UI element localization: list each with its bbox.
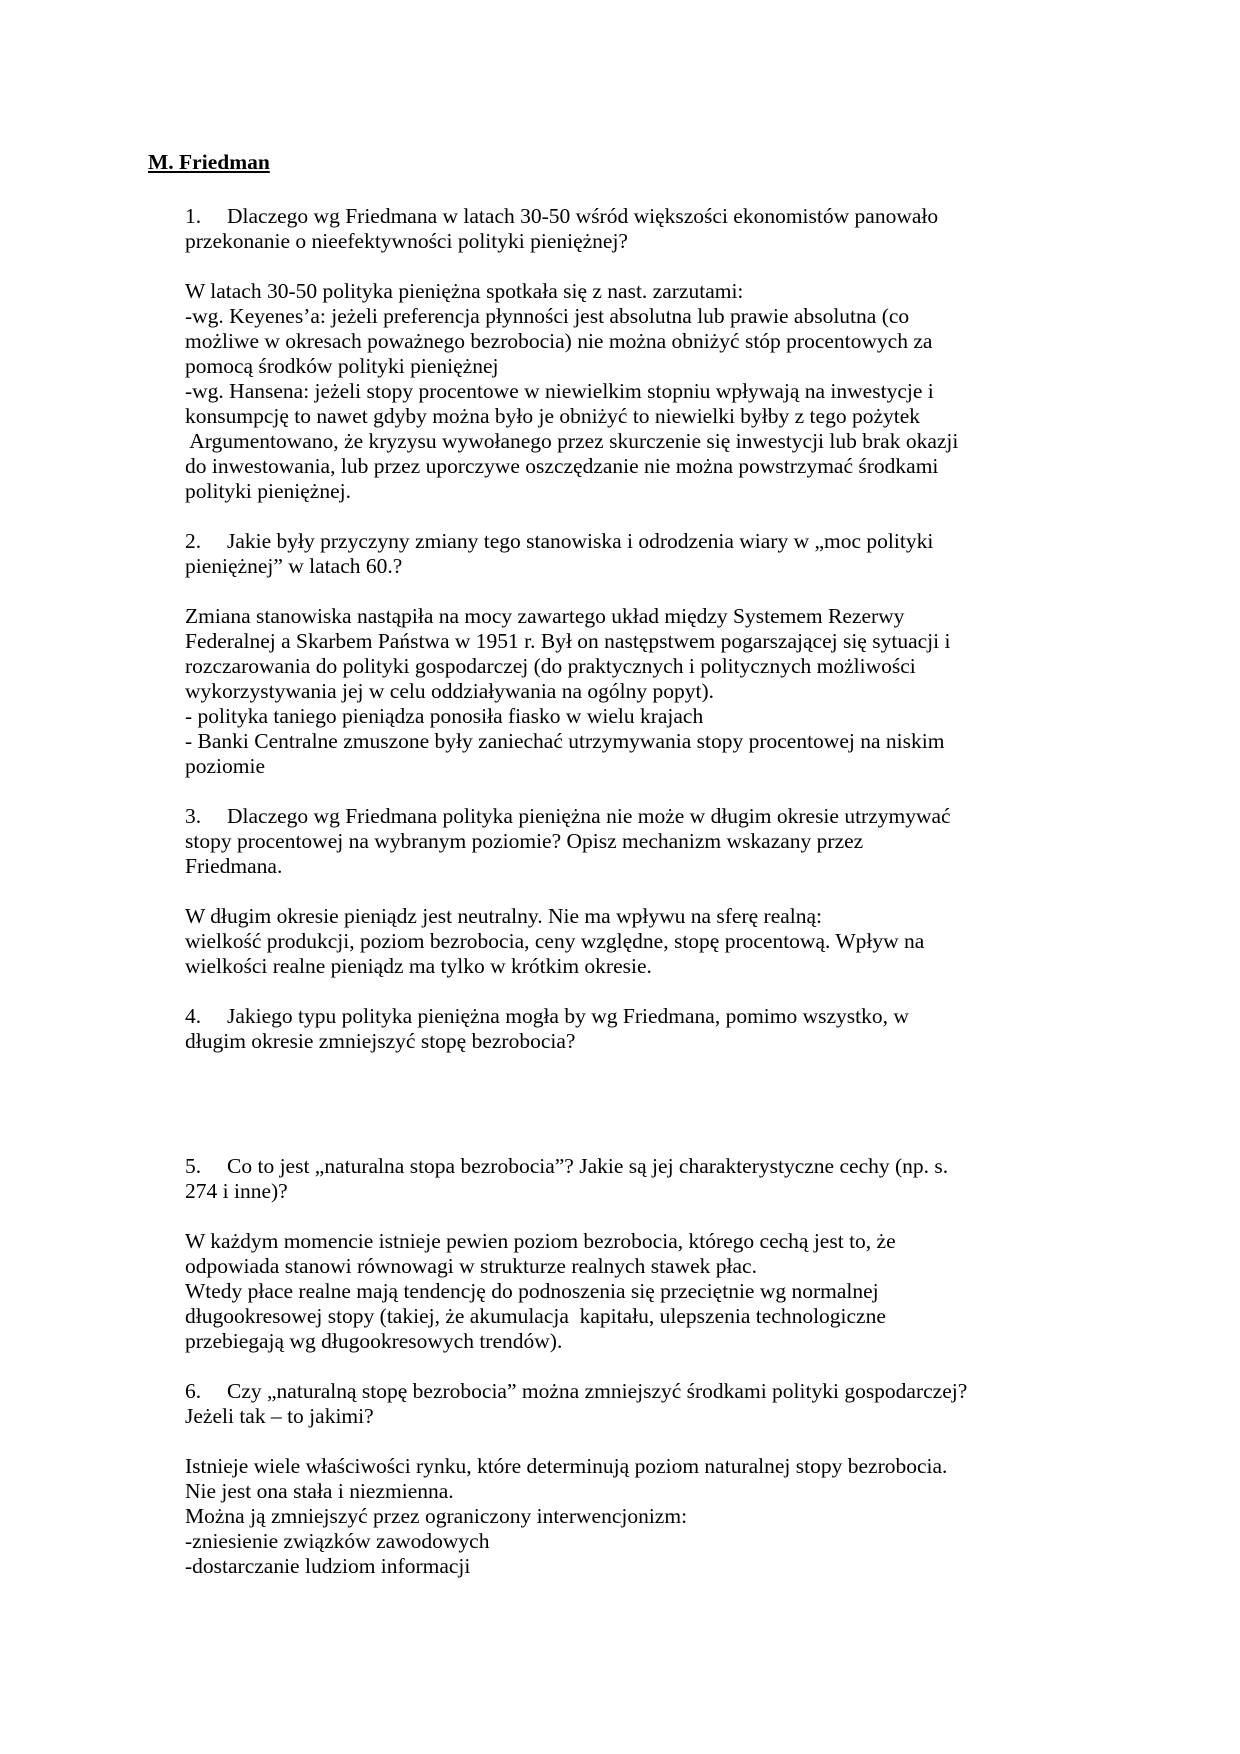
answer-5-line-1: W każdym momencie istnieje pewien poziom bezrobocia, którego cechą jest to, że [185,1229,896,1253]
answer-2-line-1: Zmiana stanowiska nastąpiła na mocy zawartego układ między Systemem Rezerwy [185,604,905,628]
answer-3-line-1: W długim okresie pieniądz jest neutralny. Nie ma wpływu na sferę realną: [185,904,823,928]
question-1-text-line-2: przekonanie o nieefektywności polityki pieniężnej? [185,229,628,253]
answer-5-line-3: Wtedy płace realne mają tendencję do podnoszenia się przeciętnie wg normalnej [185,1279,879,1303]
question-1 [185,204,1085,254]
answer-5 [185,1229,1085,1354]
question-5-text-line-2: 274 i inne)? [185,1179,288,1203]
answer-2-line-5: - polityka taniego pieniądza ponosiła fiasko w wielu krajach [185,704,704,728]
answer-1-line-8: do inwestowania, lub przez uporczywe oszczędzanie nie można powstrzymać środkami [185,454,939,478]
answer-1 [185,279,1085,504]
question-6-text-line-1: Czy „naturalną stopę bezrobocia” można zmniejszyć środkami polityki gospodarczej? [227,1379,968,1403]
answer-6 [185,1454,1085,1579]
document-title: M. Friedman [148,150,270,174]
question-6-number: 6. [185,1379,202,1403]
answer-3-line-3: wielkości realne pieniądz ma tylko w krótkim okresie. [185,954,652,978]
answer-1-line-5: -wg. Hansena: jeżeli stopy procentowe w niewielkim stopniu wpływają na inwestycje i [185,379,934,403]
question-2-text-line-2: pieniężnej” w latach 60.? [185,554,403,578]
question-1-number: 1. [185,204,202,228]
question-2-text-line-1: Jakie były przyczyny zmiany tego stanowiska i odrodzenia wiary w „moc polityki [227,529,934,553]
question-1-text-line-1: Dlaczego wg Friedmana w latach 30-50 wśród większości ekonomistów panowało [227,204,939,228]
answer-1-line-4: pomocą środków polityki pieniężnej [185,354,499,378]
question-2 [185,529,1085,579]
question-3-text-line-2: stopy procentowej na wybranym poziomie? Opisz mechanizm wskazany przez [185,829,864,853]
answer-1-line-2: -wg. Keyenes’a: jeżeli preferencja płynności jest absolutna lub prawie absolutna (co [185,304,910,328]
question-4-number: 4. [185,1004,202,1028]
answer-3 [185,904,1085,979]
question-3 [185,804,1085,879]
question-4 [185,1004,1085,1054]
question-6 [185,1379,1085,1429]
question-5-number: 5. [185,1154,202,1178]
answer-2-line-6: - Banki Centralne zmuszone były zaniechać utrzymywania stopy procentowej na niskim [185,729,945,753]
answer-2-line-2: Federalnej a Skarbem Państwa w 1951 r. Był on następstwem pogarszającej się sytuacji i [185,629,951,653]
answer-2 [185,604,1085,779]
answer-2-line-7: poziomie [185,754,266,778]
answer-1-line-6: konsumpcję to nawet gdyby można było je obniżyć to niewielki byłby z tego pożytek [185,404,921,428]
answer-6-line-3: Można ją zmniejszyć przez ograniczony interwencjonizm: [185,1504,688,1528]
answer-6-line-5: -dostarczanie ludziom informacji [185,1554,471,1578]
question-4-text-line-1: Jakiego typu polityka pieniężna mogła by wg Friedmana, pomimo wszystko, w [227,1004,909,1028]
question-5-text-line-1: Co to jest „naturalna stopa bezrobocia”? Jakie są jej charakterystyczne cechy (np. s. [227,1154,949,1178]
question-2-number: 2. [185,529,202,553]
answer-2-line-4: wykorzystywania jej w celu oddziaływania na ogólny popyt). [185,679,714,703]
answer-5-line-4: długookresowej stopy (takiej, że akumulacja kapitału, ulepszenia technologiczne [185,1304,886,1328]
question-3-text-line-3: Friedmana. [185,854,283,878]
question-3-text-line-1: Dlaczego wg Friedmana polityka pieniężna nie może w długim okresie utrzymywać [227,804,951,828]
answer-6-line-4: -zniesienie związków zawodowych [185,1529,490,1553]
answer-1-line-7: Argumentowano, że kryzysu wywołanego przez skurczenie się inwestycji lub brak okazji [185,429,959,453]
answer-1-line-9: polityki pieniężnej. [185,479,351,503]
answer-2-line-3: rozczarowania do polityki gospodarczej (do praktycznych i politycznych możliwości [185,654,916,678]
question-4-text-line-2: długim okresie zmniejszyć stopę bezrobocia? [185,1029,576,1053]
answer-1-line-1: W latach 30-50 polityka pieniężna spotkała się z nast. zarzutami: [185,279,744,303]
answer-6-line-1: Istnieje wiele właściwości rynku, które determinują poziom naturalnej stopy bezrobocia. [185,1454,948,1478]
answer-5-line-2: odpowiada stanowi równowagi w strukturze realnych stawek płac. [185,1254,757,1278]
question-3-number: 3. [185,804,202,828]
question-6-text-line-2: Jeżeli tak – to jakimi? [185,1404,374,1428]
answer-6-line-2: Nie jest ona stała i niezmienna. [185,1479,454,1503]
answer-5-line-5: przebiegają wg długookresowych trendów). [185,1329,563,1353]
answer-3-line-2: wielkość produkcji, poziom bezrobocia, ceny względne, stopę procentową. Wpływ na [185,929,925,953]
question-5 [185,1154,1085,1204]
answer-1-line-3: możliwe w okresach poważnego bezrobocia) nie można obniżyć stóp procentowych za [185,329,933,353]
